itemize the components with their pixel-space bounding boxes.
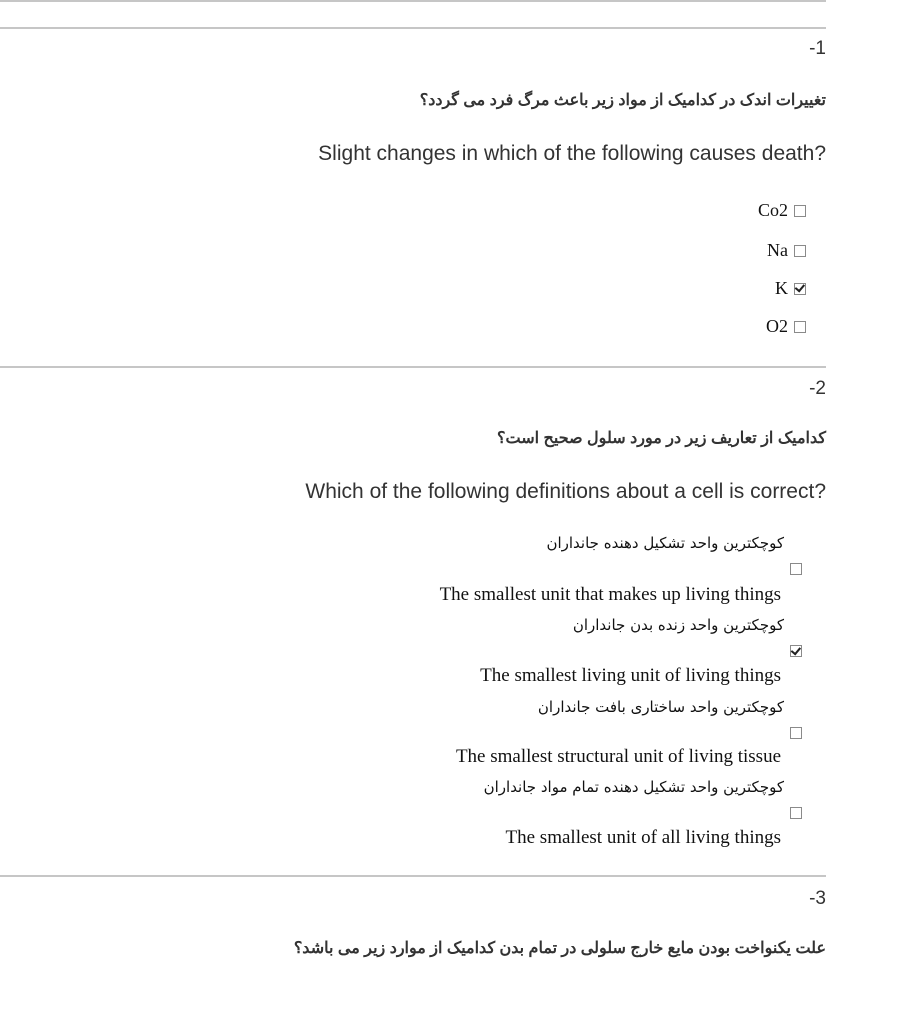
option-text-english: The smallest living unit of living things <box>480 665 781 686</box>
question-text-persian: علت یکنواخت بودن مایع خارج سلولی در تمام بدن کدامیک از موارد زیر می باشد؟ <box>293 940 826 957</box>
option-label: Co2 <box>757 200 788 220</box>
option-text-persian: کوچکترین واحد تشکیل دهنده جانداران <box>546 534 784 552</box>
checkbox[interactable] <box>790 563 802 575</box>
option-na[interactable] <box>767 240 806 261</box>
option-k[interactable] <box>775 278 806 299</box>
option-text-english: The smallest structural unit of living tissue <box>455 746 781 767</box>
checkbox[interactable] <box>794 245 806 257</box>
question-text-persian: تغییرات اندک در کدامیک از مواد زیر باعث مرگ فرد می گردد؟ <box>419 92 826 109</box>
option-o2[interactable] <box>766 316 806 337</box>
checkbox[interactable] <box>790 807 802 819</box>
question-number: -1 <box>809 38 826 59</box>
checkbox[interactable] <box>794 205 806 217</box>
question-text-english: Slight changes in which of the following causes death? <box>318 142 826 165</box>
option-text-english: The smallest unit that makes up living things <box>439 584 781 605</box>
option-text-english: The smallest unit of all living things <box>505 827 781 848</box>
option-label: O2 <box>766 316 788 336</box>
checkbox[interactable] <box>794 321 806 333</box>
option-text-persian: کوچکترین واحد زنده بدن جانداران <box>572 616 784 634</box>
option-text-persian: کوچکترین واحد ساختاری بافت جانداران <box>537 698 784 716</box>
checkbox[interactable] <box>790 727 802 739</box>
question-text-english: Which of the following definitions about a cell is correct? <box>305 480 826 503</box>
option-label: Na <box>767 240 788 260</box>
question-divider <box>0 875 826 877</box>
question-divider <box>0 366 826 368</box>
checkbox-checked[interactable] <box>790 645 802 657</box>
question-text-persian: کدامیک از تعاریف زیر در مورد سلول صحیح است؟ <box>497 430 826 447</box>
checkbox-checked[interactable] <box>794 283 806 295</box>
option-text-persian: کوچکترین واحد تشکیل دهنده تمام مواد جانداران <box>483 778 784 796</box>
option-label: K <box>775 278 788 298</box>
question-number: -3 <box>809 888 826 909</box>
top-divider <box>0 0 826 2</box>
question-divider <box>0 27 826 29</box>
question-number: -2 <box>809 378 826 399</box>
option-co2[interactable] <box>758 200 806 221</box>
